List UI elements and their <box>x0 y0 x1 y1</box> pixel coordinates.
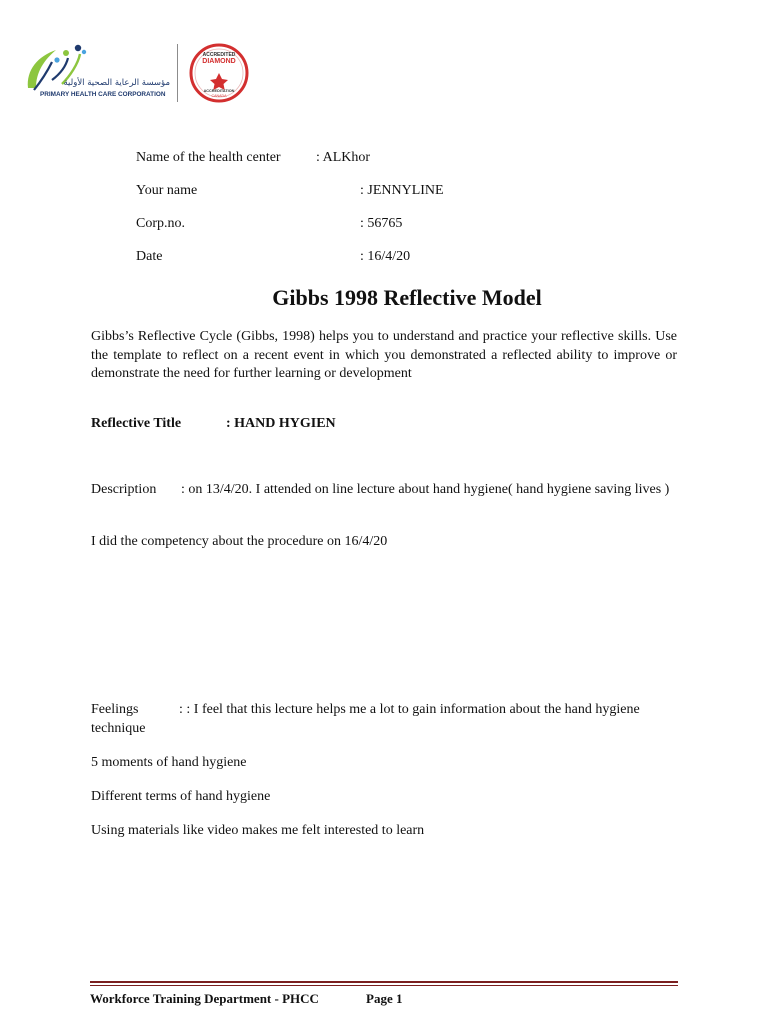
description-line-2: I did the competency about the procedure on 16/4/20 <box>91 534 388 549</box>
reflective-title-label: Reflective Title <box>91 416 182 431</box>
accreditation-badge <box>186 43 252 103</box>
feelings-item: 5 moments of hand hygiene <box>91 755 247 770</box>
date-value: : 16/4/20 <box>360 249 411 264</box>
badge-top-text: ACCREDITED <box>202 52 236 58</box>
your-name-value: : JENNYLINE <box>360 183 444 198</box>
feelings-text: : : I feel that this lecture helps me a lot to gain information about the hand hygiene technique <box>91 702 640 736</box>
footer-page-number: Page 1 <box>366 991 403 1006</box>
description-label: Description <box>91 482 157 497</box>
feelings-item: Different terms of hand hygiene <box>91 789 271 804</box>
document-title: Gibbs 1998 Reflective Model <box>272 285 542 310</box>
phcc-logo <box>22 40 172 102</box>
date-label: Date <box>136 249 163 264</box>
reflective-title-value: : HAND HYGIEN <box>226 416 336 431</box>
feelings-item: Using materials like video makes me felt interested to learn <box>91 823 425 838</box>
corp-no-value: : 56765 <box>360 216 403 231</box>
feelings-section <box>91 700 651 840</box>
badge-main-text: DIAMOND <box>202 58 236 65</box>
intro-paragraph: Gibbs’s Reflective Cycle (Gibbs, 1998) helps you to understand and practice your reflective skills. Use the template to reflect on a recent event in which you demonstrated a reflected ability to improve or demonstrate the need for further learning or development <box>91 329 677 381</box>
badge-sub-text: CANADA <box>211 94 227 98</box>
feelings-paragraph <box>91 700 651 738</box>
badge-bottom-text: ACCREDITATION <box>203 89 235 93</box>
footer-rule-thin <box>90 985 678 986</box>
health-center-value: : ALKhor <box>316 150 371 165</box>
corp-no-label: Corp.no. <box>136 216 185 231</box>
logo-arabic-text: مؤسسة الرعاية الصحية الأولية <box>63 78 170 88</box>
description-text: : on 13/4/20. I attended on line lecture about hand hygiene( hand hygiene saving lives ) <box>181 482 670 497</box>
health-center-label: Name of the health center <box>136 150 281 165</box>
footer-department: Workforce Training Department - PHCC <box>90 991 319 1006</box>
feelings-label: Feelings <box>91 702 139 717</box>
footer-rule <box>90 981 678 983</box>
logo-divider <box>177 44 178 102</box>
logo-english-text: PRIMARY HEALTH CARE CORPORATION <box>40 91 166 98</box>
your-name-label: Your name <box>136 183 198 198</box>
description-section <box>91 480 681 551</box>
description-paragraph <box>91 480 681 518</box>
